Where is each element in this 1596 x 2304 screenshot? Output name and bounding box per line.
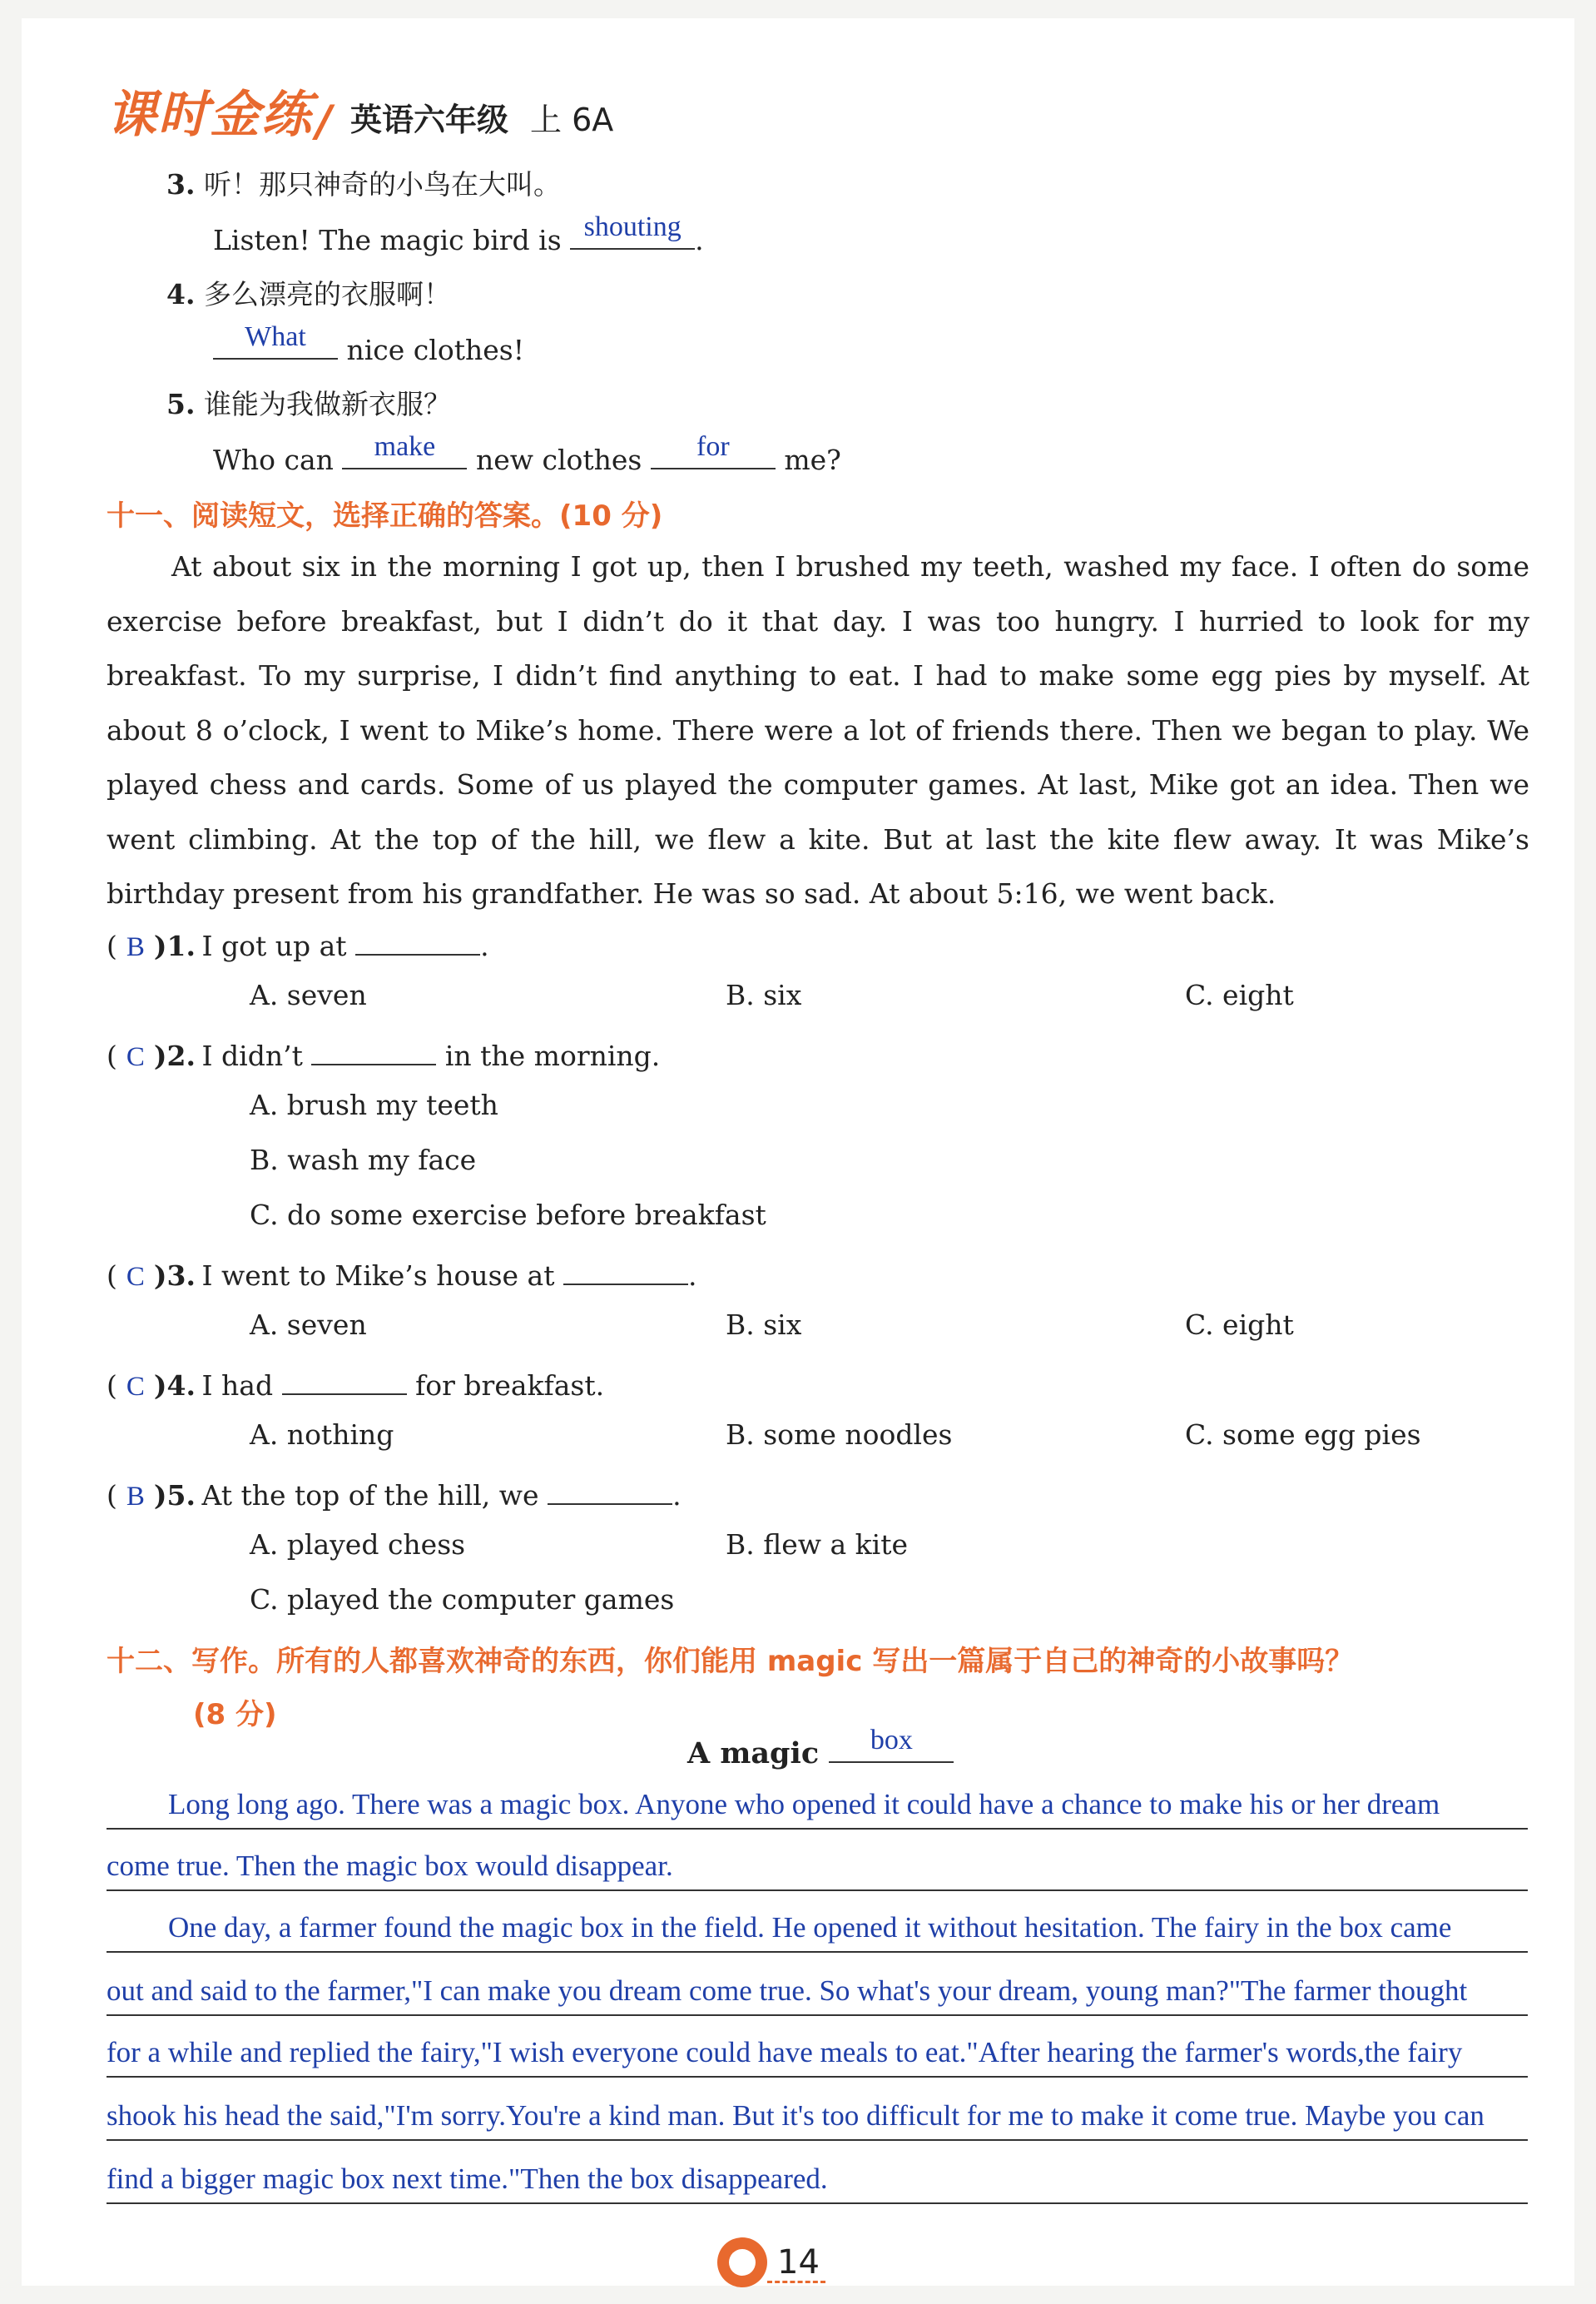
subject-label: 英语六年级 [350,102,509,138]
question-1: ( B )1. I got up at . [107,924,489,963]
translation-5-english: Who can make new clothes for me? [213,431,841,476]
footer-dash [767,2281,825,2283]
answer-choice[interactable]: C [126,1262,145,1292]
option-c[interactable]: C. do some exercise before breakfast [250,1199,766,1231]
question-blank [355,924,480,956]
option-c[interactable]: C. played the computer games [250,1583,675,1616]
page-header [107,80,613,146]
page-number: 14 [777,2243,820,2282]
option-b[interactable]: B. flew a kite [726,1528,909,1561]
page-footer [717,2237,820,2287]
essay-line[interactable]: Long long ago. There was a magic box. Anyone who opened it could have a chance to make his or her dream [107,1781,1528,1830]
question-2: ( C )2. I didn’t in the morning. [107,1034,660,1073]
page-badge-icon [717,2237,767,2287]
answer-choice[interactable]: C [126,1372,145,1402]
option-a[interactable]: A. seven [250,979,367,1011]
section-11-title: 十一、阅读短文，选择正确的答案。(10 分) [107,499,663,533]
translation-3-english: Listen! The magic bird is shouting . [213,211,704,256]
answer-blank[interactable]: What [213,328,338,360]
answer-choice[interactable]: B [126,1482,145,1512]
option-a[interactable]: A. seven [250,1308,367,1341]
brand-slash-icon: / [316,97,332,146]
option-a[interactable]: A. brush my teeth [250,1089,498,1121]
essay-line[interactable]: shook his head the said,"I'm sorry.You're a kind man. But it's too difficult for me to make it come true. Maybe you can [107,2093,1528,2141]
option-b[interactable]: B. some noodles [726,1418,953,1451]
question-blank [311,1034,436,1065]
essay-line[interactable]: find a bigger magic box next time."Then the box disappeared. [107,2156,1528,2204]
answer-choice[interactable]: C [126,1042,145,1072]
translation-5-chinese: 5. 谁能为我做新衣服？ [166,388,451,420]
question-4: ( C )4. I had for breakfast. [107,1363,604,1403]
translation-4-chinese: 4. 多么漂亮的衣服啊！ [166,278,451,310]
option-c[interactable]: C. eight [1185,979,1294,1011]
essay-line[interactable]: come true. Then the magic box would disappear. [107,1843,1528,1891]
option-c[interactable]: C. eight [1185,1308,1294,1341]
question-blank [282,1363,407,1395]
book-subject [350,94,613,140]
essay-line[interactable]: out and said to the farmer,"I can make you dream come true. So what's your dream, young man?"The farmer thought [107,1968,1528,2016]
translation-3-chinese: 3. 听！那只神奇的小鸟在大叫。 [166,168,561,201]
essay-line[interactable]: One day, a farmer found the magic box in the field. He opened it without hesitation. The fairy in the box came [107,1904,1528,1953]
grade-label: 上 6A [530,102,614,138]
option-b[interactable]: B. six [726,979,802,1011]
question-blank [563,1254,688,1285]
option-a[interactable]: A. played chess [250,1528,466,1561]
brand-title: 课时金练 [107,86,313,144]
question-3: ( C )3. I went to Mike’s house at . [107,1254,696,1293]
question-blank [548,1473,672,1505]
option-b[interactable]: B. six [726,1308,802,1341]
answer-blank[interactable]: shouting [570,218,695,250]
answer-blank[interactable]: make [342,438,467,469]
question-5: ( B )5. At the top of the hill, we . [107,1473,682,1512]
answer-blank[interactable]: for [651,438,776,469]
essay-line[interactable]: for a while and replied the fairy,"I wish everyone could have meals to eat."After hearing the farmer's words,the fairy [107,2029,1528,2078]
option-b[interactable]: B. wash my face [250,1144,477,1176]
section-12-points: (8 分) [193,1698,277,1731]
reading-passage: At about six in the morning I got up, then I brushed my teeth, washed my face. I often do some exercise before breakfast, but I didn’t do it that day. I was too hungry. I hurried to look for my breakfast. To my surprise, I didn’t find anything to eat. I had to make some egg pies by myself. At about 8 o’clock, I went to Mike’s home. There were a lot of friends there. Then we began to play. We played chess and cards. Some of us played the computer games. At last, Mike got an idea. Then we went climbing. At the top of the hill, we flew a kite. But at last the kite flew away. It was Mike’s birthday present from his grandfather. He was so sad. At about 5:16, we went back. [107,550,1529,910]
section-12-title: 十二、写作。所有的人都喜欢神奇的东西，你们能用 magic 写出一篇属于自己的神奇的小故事吗？ [107,1645,1354,1678]
essay-title-blank[interactable]: box [829,1731,954,1763]
option-a[interactable]: A. nothing [250,1418,394,1451]
essay-title: A magic box [687,1731,954,1770]
translation-4-english: What nice clothes! [213,328,524,366]
answer-choice[interactable]: B [126,932,145,962]
option-c[interactable]: C. some egg pies [1185,1418,1421,1451]
